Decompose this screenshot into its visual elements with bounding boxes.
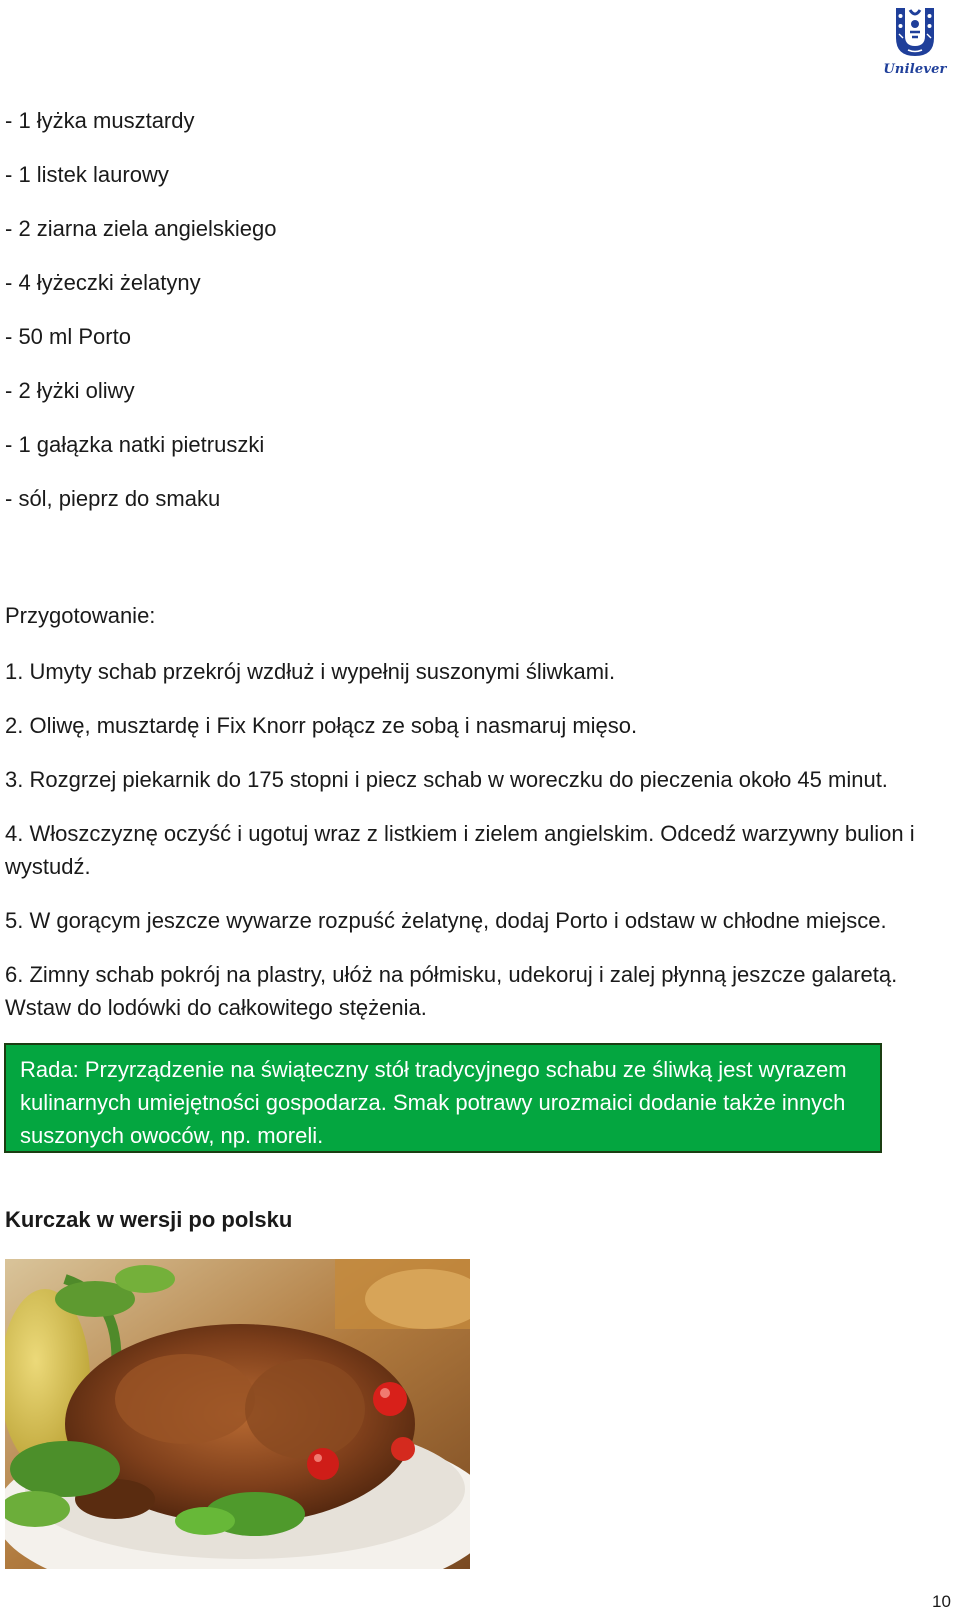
- unilever-logo: [882, 6, 948, 80]
- unilever-u-emblem-icon: [892, 6, 938, 60]
- ingredient-item: - 2 ziarna ziela angielskiego: [5, 216, 277, 241]
- preparation-steps: [5, 655, 955, 1045]
- ingredient-item: - 50 ml Porto: [5, 324, 131, 349]
- ingredient-item: - sól, pieprz do smaku: [5, 486, 221, 511]
- preparation-heading: Przygotowanie:: [5, 603, 156, 628]
- ingredients-list: [5, 108, 955, 540]
- tip-box: Rada: Przyrządzenie na świąteczny stół tradycyjnego schabu ze śliwką jest wyrazem kulinarnych umiejętności gospodarza. Smak potrawy urozmaici dodanie także innych suszonych owoców, np. moreli.: [4, 1043, 882, 1153]
- roast-chicken-illustration: [5, 1259, 470, 1569]
- preparation-step: 3. Rozgrzej piekarnik do 175 stopni i piecz schab w woreczku do pieczenia około 45 minut.: [5, 767, 888, 792]
- ingredients-section: [5, 108, 955, 540]
- ingredient-item: - 1 listek laurowy: [5, 162, 169, 187]
- preparation-step: 4. Włoszczyznę oczyść i ugotuj wraz z listkiem i zielem angielskim. Odcedź warzywny bulion i wystudź.: [5, 821, 915, 879]
- preparation-step: 5. W gorącym jeszcze wywarze rozpuść żelatynę, dodaj Porto i odstaw w chłodne miejsce.: [5, 908, 887, 933]
- ingredient-item: - 1 gałązka natki pietruszki: [5, 432, 265, 457]
- ingredient-item: - 1 łyżka musztardy: [5, 108, 195, 133]
- ingredient-item: - 2 łyżki oliwy: [5, 378, 135, 403]
- ingredient-item: - 4 łyżeczki żelatyny: [5, 270, 201, 295]
- recipe-title: Kurczak w wersji po polsku: [5, 1207, 293, 1232]
- logo-wordmark: Unilever: [883, 62, 947, 77]
- page-number: 10: [932, 1592, 951, 1611]
- preparation-step: 2. Oliwę, musztardę i Fix Knorr połącz ze sobą i nasmaruj mięso.: [5, 713, 638, 738]
- preparation-step: 6. Zimny schab pokrój na plastry, ułóż na półmisku, udekoruj i zalej płynną jeszcze galaretą. Wstaw do lodówki do całkowitego stężenia.: [5, 962, 898, 1020]
- preparation-step: 1. Umyty schab przekrój wzdłuż i wypełnij suszonymi śliwkami.: [5, 659, 616, 684]
- roast-chicken-photo: [5, 1259, 470, 1569]
